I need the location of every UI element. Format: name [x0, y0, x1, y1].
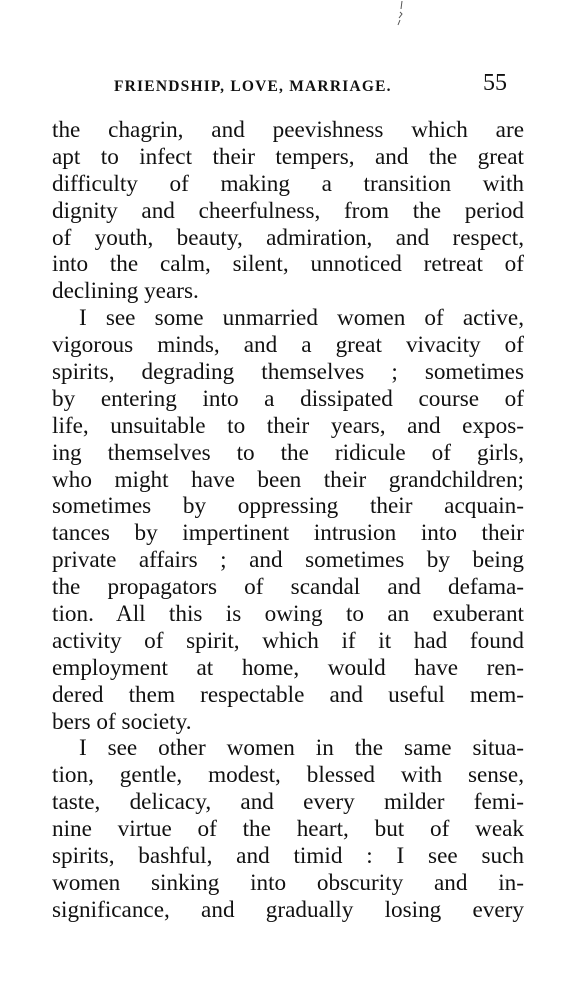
text-line: life, unsuitable to their years, and expos-: [52, 412, 524, 439]
text-line: tion, gentle, modest, blessed with sense,: [52, 762, 524, 789]
page-number: 55: [483, 70, 507, 96]
text-line: I see other women in the same situa-: [79, 735, 524, 762]
text-line: spirits, bashful, and timid : I see such: [52, 843, 524, 870]
text-line: private affairs ; and sometimes by being: [52, 547, 524, 574]
text-line: difficulty of making a transition with: [52, 170, 524, 197]
text-line: dignity and cheerfulness, from the period: [52, 197, 524, 224]
text-line: vigorous minds, and a great vivacity of: [52, 332, 524, 359]
text-line: significance, and gradually losing every: [52, 896, 524, 923]
text-line: women sinking into obscurity and in-: [52, 869, 524, 896]
text-line: the chagrin, and peevishness which are: [52, 117, 524, 143]
text-line: declining years.: [52, 278, 199, 305]
paragraph: [52, 305, 524, 735]
text-line: spirits, degrading themselves ; sometimes: [52, 359, 524, 386]
margin-pen-mark: [396, 0, 406, 26]
text-line: by entering into a dissipated course of: [52, 385, 524, 412]
text-line: dered them respectable and useful mem-: [52, 681, 524, 708]
text-line: sometimes by oppressing their acquain-: [52, 493, 524, 520]
text-line: who might have been their grandchildren;: [52, 466, 524, 493]
running-head: FRIENDSHIP, LOVE, MARRIAGE.: [114, 78, 392, 95]
text-line: taste, delicacy, and every milder femi-: [52, 789, 524, 816]
text-line: bers of society.: [52, 708, 192, 735]
text-line: ing themselves to the ridicule of girls,: [52, 439, 524, 466]
text-line: the propagators of scandal and defama-: [52, 574, 524, 601]
text-line: I see some unmarried women of active,: [79, 305, 524, 332]
text-line: apt to infect their tempers, and the great: [52, 143, 524, 170]
text-line: nine virtue of the heart, but of weak: [52, 816, 524, 843]
paragraph: [52, 117, 524, 305]
text-line: of youth, beauty, admiration, and respect,: [52, 224, 524, 251]
page-header: [0, 70, 587, 106]
text-line: employment at home, would have ren-: [52, 654, 524, 681]
text-line: tances by impertinent intrusion into their: [52, 520, 524, 547]
text-line: tion. All this is owing to an exuberant: [52, 601, 524, 628]
text-line: into the calm, silent, unnoticed retreat of: [52, 251, 524, 278]
body-text: [52, 117, 524, 924]
text-line: activity of spirit, which if it had found: [52, 627, 524, 654]
paragraph: [52, 735, 524, 923]
